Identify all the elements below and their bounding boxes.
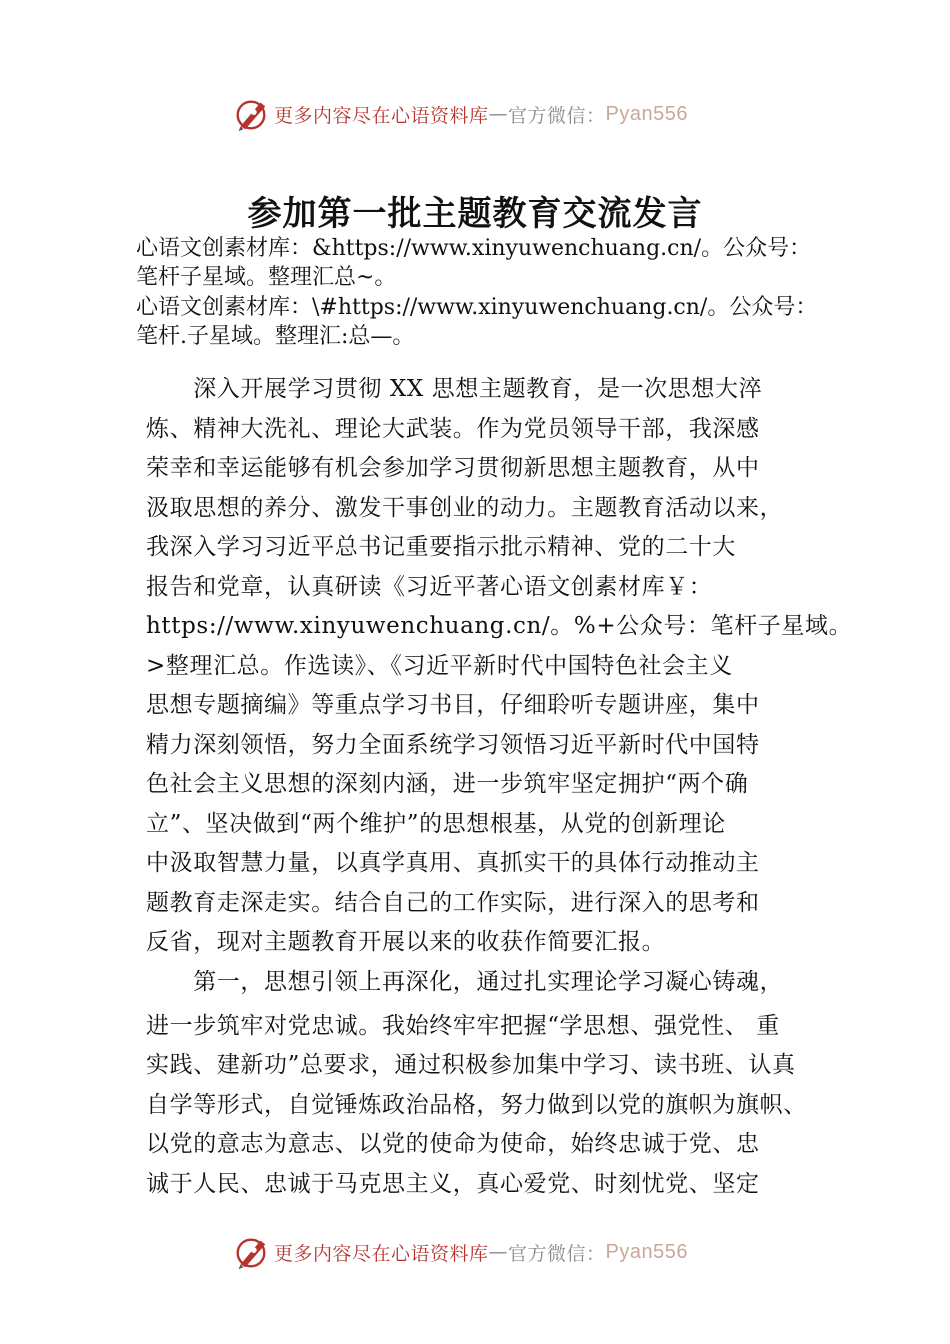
watermark-dash: — — [488, 103, 509, 125]
source-note: 心语文创素材库：\#https://www.xinyuwenchuang.cn/。公众号：笔杆.子星域。整理汇:总—。 — [136, 295, 818, 349]
watermark-banner-top — [0, 94, 950, 134]
watermark-wechat-id: Pyan556 — [605, 1240, 688, 1263]
body-line: >整理汇总。作选读》、《习近平新时代中国特色社会主义 — [146, 653, 733, 679]
pen-logo-icon — [232, 1233, 270, 1271]
document-title: 参加第一批主题教育交流发言 — [247, 194, 703, 234]
body-line: 自学等形式，自觉锤炼政治品格，努力做到以党的旗帜为旗帜、 — [146, 1092, 807, 1118]
body-line: 荣幸和幸运能够有机会参加学习贯彻新思想主题教育，从中 — [146, 455, 760, 481]
watermark-wechat-label: 官方微信： — [508, 104, 606, 127]
body-line: 汲取思想的养分、激发干事创业的动力。主题教育活动以来， — [146, 495, 784, 521]
source-note: 心语文创素材库：&https://www.xinyuwenchuang.cn/。公众号：笔杆子星域。整理汇总~。 — [136, 236, 812, 290]
watermark-text: 更多内容尽在心语资料库 — [274, 1242, 489, 1265]
watermark-wechat-id: Pyan556 — [605, 102, 688, 125]
body-line: 思想专题摘编》等重点学习书目，仔细聆听专题讲座，集中 — [146, 692, 760, 718]
body-line: 以党的意志为意志、以党的使命为使命，始终忠诚于党、忠 — [146, 1131, 760, 1157]
body-line: 第一，思想引领上再深化，通过扎实理论学习凝心铸魂， — [146, 969, 784, 995]
body-line: 色社会主义思想的深刻内涵，进一步筑牢坚定拥护“两个确 — [146, 771, 749, 797]
body-line: 我深入学习习近平总书记重要指示批示精神、党的二十大 — [146, 534, 736, 560]
body-line: https://www.xinyuwenchuang.cn/。%+公众号：笔杆子星域。 — [146, 613, 853, 639]
watermark-dash: — — [488, 1241, 509, 1263]
body-line: 炼、精神大洗礼、理论大武装。作为党员领导干部，我深感 — [146, 416, 760, 442]
body-line: 中汲取智慧力量，以真学真用、真抓实干的具体行动推动主 — [146, 850, 760, 876]
body-line: 进一步筑牢对党忠诚。我始终牢牢把握“学思想、强党性、 重 — [146, 1013, 780, 1039]
body-line: 题教育走深走实。结合自己的工作实际，进行深入的思考和 — [146, 890, 760, 916]
watermark-text: 更多内容尽在心语资料库 — [274, 104, 489, 127]
body-line: 深入开展学习贯彻 XX 思想主题教育，是一次思想大淬 — [146, 376, 763, 402]
watermark-wechat-label: 官方微信： — [508, 1242, 606, 1265]
body-line: 实践、建新功”总要求，通过积极参加集中学习、读书班、认真 — [146, 1052, 796, 1078]
pen-logo-icon — [232, 95, 270, 133]
watermark-banner-bottom — [0, 1232, 950, 1272]
body-line: 诚于人民、忠诚于马克思主义，真心爱党、时刻忧党、坚定 — [146, 1171, 760, 1197]
body-line: 报告和党章，认真研读《习近平著心语文创素材库￥： — [146, 574, 713, 600]
body-line: 精力深刻领悟，努力全面系统学习领悟习近平新时代中国特 — [146, 732, 760, 758]
body-line: 反省，现对主题教育开展以来的收获作简要汇报。 — [146, 929, 666, 955]
body-line: 立”、坚决做到“两个维护”的思想根基，从党的创新理论 — [146, 811, 726, 837]
